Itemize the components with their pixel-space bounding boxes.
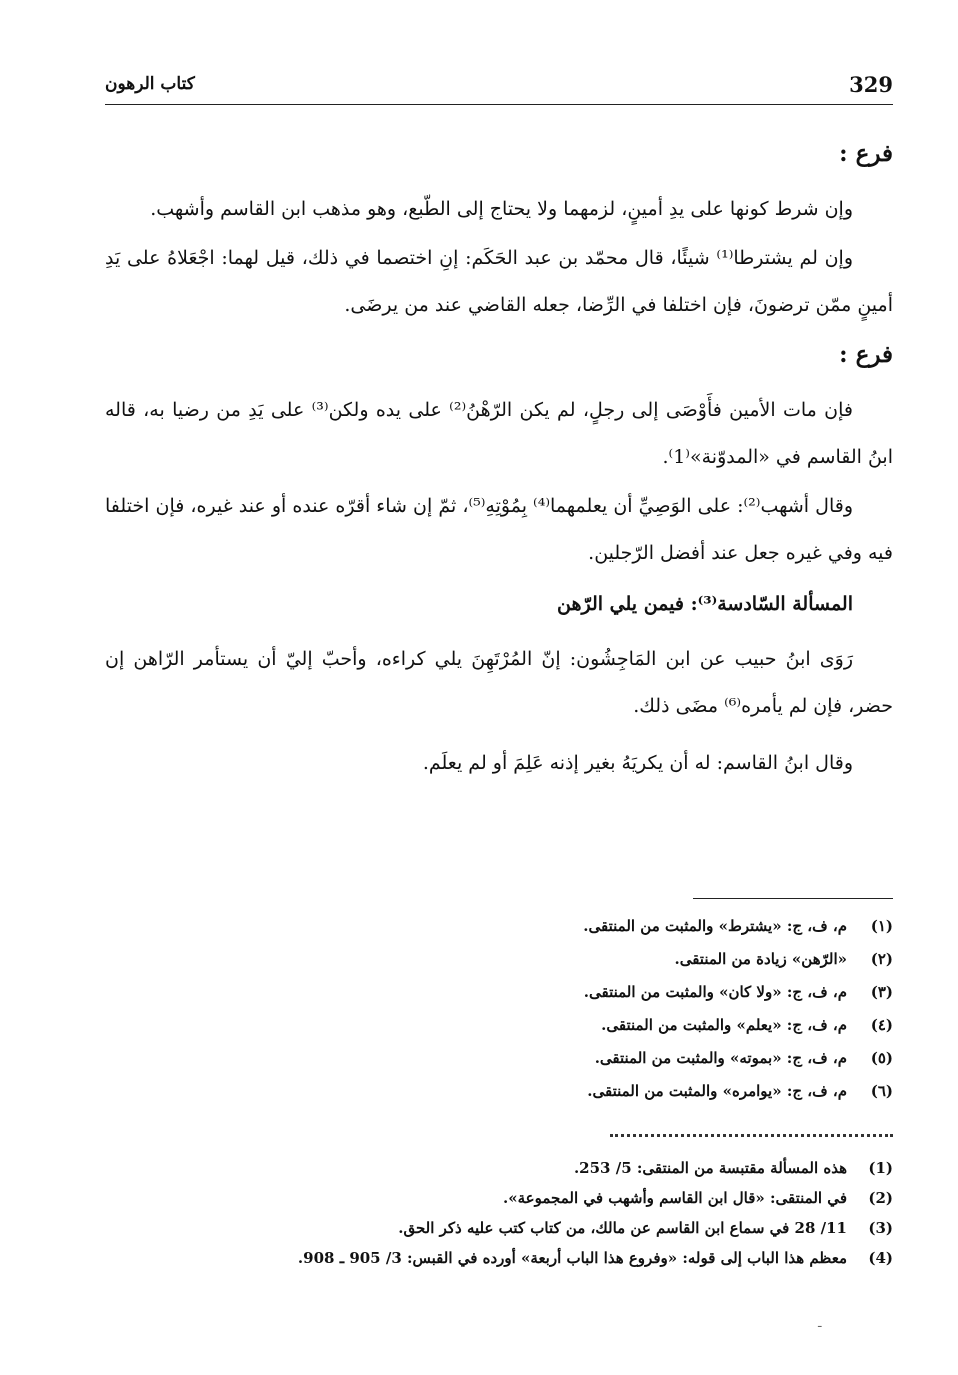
footnote-text: م، ف، ج: «يشترط» والمثبت من المنتقى.	[583, 917, 847, 935]
paragraph-1: وإن شرط كونها على يدِ أمينٍ، لزمهما ولا يحتاج إلى الطّبع، وهو مذهب ابن القاسم وأشهب.	[150, 198, 853, 220]
footnote-separator	[693, 898, 893, 899]
page-mark: ـ	[818, 1316, 822, 1330]
footnote-item	[105, 976, 893, 1009]
paragraph-3: فإن مات الأمين فأَوْصَى إلى رجلٍ، لم يكن الرّهْنُ⁽²⁾ على يده ولكن⁽³⁾ على يَدِ من رضيا به، قاله ابنُ القاسم في «المدوّنة»⁽1⁾.	[105, 399, 893, 468]
footnote-item	[105, 1153, 893, 1183]
footnote-number: (4)	[868, 1249, 893, 1267]
footnote-item	[105, 1075, 893, 1108]
footnote-number: (3)	[868, 1219, 893, 1237]
footnote-item	[105, 1009, 893, 1042]
footnote-number: (٢)	[870, 950, 893, 968]
section-heading-far2: فرع :	[839, 341, 893, 368]
footnote-item	[105, 910, 893, 943]
footnote-item	[105, 943, 893, 976]
paragraph-2: وإن لم يشترطا⁽¹⁾ شيئًا، قال محمّد بن عبد الحَكَم: إنِ اختصما في ذلك، قيل لهما: اجْعَلاهُ على يَدِ أمينٍ ممّن ترضونَ، فإن اختلفا في الرِّضا، جعله القاضي عند من يرضَى.	[105, 247, 893, 316]
paragraph-5: رَوَى ابنُ حبيب عن ابن المَاجِشُون: إنّ المُرْتَهِنَ يلي كراءه، وأحبّ إليّ أن يستأمر الرّاهن إن حضر، فإن لم يأمره⁽⁶⁾ مضَى ذلك.	[105, 648, 893, 717]
chapter-title-sixth-issue: المسألة السّادسة⁽³⁾: فيمن يلي الرّهن	[557, 593, 853, 615]
page-header	[105, 70, 893, 105]
footnote-text: 11/ 28 في سماع ابن القاسم عن مالك، من كتاب كتب عليه ذكر الحق.	[398, 1219, 847, 1237]
page-number: 329	[849, 72, 893, 97]
footnote-number: (٥)	[870, 1049, 893, 1067]
section-heading-far1: فرع :	[839, 140, 893, 167]
source-footnotes	[105, 1153, 893, 1273]
footnote-text: م، ف، ج: «يوامره» والمثبت من المنتقى.	[587, 1082, 847, 1100]
footnote-text: م، ف، ج: «يعلم» والمثبت من المنتقى.	[601, 1016, 847, 1034]
footnote-item	[105, 1243, 893, 1273]
paragraph-6: وقال ابنُ القاسم: له أن يكريَهُ بغير إذنه عَلِمَ أو لم يعلَم.	[422, 752, 853, 774]
footnote-number: (2)	[868, 1189, 893, 1207]
footnote-number: (٤)	[870, 1016, 893, 1034]
footnote-text: معظم هذا الباب إلى قوله: «وفروع هذا الباب أربعة» أورده في القبس: 3/ 905 ـ 908.	[297, 1249, 847, 1267]
footnote-item	[105, 1213, 893, 1243]
dotted-separator	[610, 1134, 893, 1137]
footnote-text: في المنتقى: «قال ابن القاسم وأشهب في المجموعة».	[503, 1189, 847, 1207]
running-title: كتاب الرهون	[105, 74, 195, 94]
paragraph-4: وقال أشهب⁽²⁾: على الوَصِيِّ أن يعلمهما⁽⁴⁾ بِمُوْتِهِ⁽⁵⁾، ثمّ إن شاء أقرّه عنده أو عند غيره، فإن اختلفا فيه وفي غيره جعل عند أفضل الرّجلين.	[105, 495, 893, 564]
footnote-item	[105, 1042, 893, 1075]
footnote-text: هذه المسألة مقتبسة من المنتقى: 5/ 253.	[573, 1159, 847, 1177]
footnote-item	[105, 1183, 893, 1213]
footnote-number: (١)	[870, 917, 893, 935]
footnote-number: (1)	[868, 1159, 893, 1177]
footnote-text: م، ف، ج: «بموته» والمثبت من المنتقى.	[594, 1049, 847, 1067]
main-text	[105, 128, 893, 789]
footnote-number: (٣)	[870, 983, 893, 1001]
footnote-text: «الرّهن» زيادة من المنتقى.	[674, 950, 847, 968]
footnote-text: م، ف، ج: «ولا كان» والمثبت من المنتقى.	[583, 983, 847, 1001]
footnote-number: (٦)	[870, 1082, 893, 1100]
editor-footnotes	[105, 910, 893, 1108]
